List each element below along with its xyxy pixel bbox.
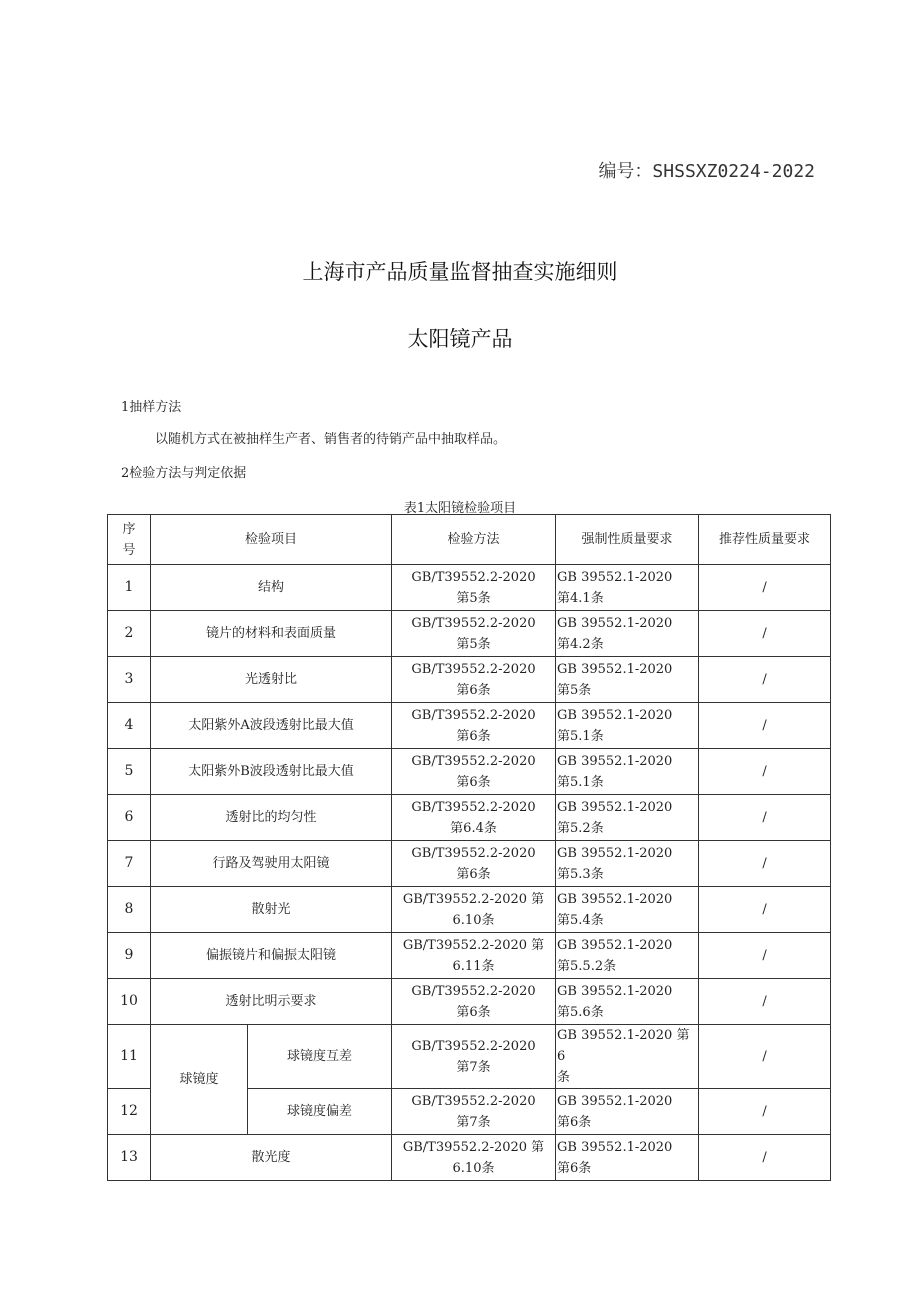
inspection-items-table bbox=[107, 514, 831, 1181]
section-1-heading: 1抽样方法 bbox=[121, 400, 182, 415]
row-method: GB/T39552.2-2020 第7条 bbox=[392, 1025, 556, 1089]
section-2-heading: 2检验方法与判定依据 bbox=[121, 466, 247, 481]
row-method: GB/T39552.2-2020 第6条 bbox=[392, 749, 556, 795]
table-row bbox=[108, 887, 831, 933]
row-recommended: / bbox=[699, 565, 831, 611]
row-item: 结构 bbox=[151, 565, 392, 611]
table-row bbox=[108, 1025, 831, 1089]
row-mandatory: GB 39552.1-2020 第4.1条 bbox=[556, 565, 699, 611]
row-item-group: 球镜度 bbox=[151, 1025, 248, 1135]
row-number: 12 bbox=[108, 1089, 151, 1135]
row-mandatory: GB 39552.1-2020 第5.4条 bbox=[556, 887, 699, 933]
row-number: 7 bbox=[108, 841, 151, 887]
row-item: 镜片的材料和表面质量 bbox=[151, 611, 392, 657]
document-subtitle: 太阳镜产品 bbox=[407, 327, 513, 351]
row-mandatory: GB 39552.1-2020 第5.6条 bbox=[556, 979, 699, 1025]
row-item: 太阳紫外B波段透射比最大值 bbox=[151, 749, 392, 795]
table-row bbox=[108, 657, 831, 703]
row-mandatory: GB 39552.1-2020 第6 条 bbox=[556, 1025, 699, 1089]
table-header-row bbox=[108, 515, 831, 565]
header-item: 检验项目 bbox=[151, 515, 392, 565]
header-method: 检验方法 bbox=[392, 515, 556, 565]
row-method: GB/T39552.2-2020 第5条 bbox=[392, 611, 556, 657]
row-mandatory: GB 39552.1-2020 第5.2条 bbox=[556, 795, 699, 841]
row-number: 2 bbox=[108, 611, 151, 657]
row-method: GB/T39552.2-2020 第 6.10条 bbox=[392, 887, 556, 933]
header-mandatory: 强制性质量要求 bbox=[556, 515, 699, 565]
row-number: 6 bbox=[108, 795, 151, 841]
table-row bbox=[108, 795, 831, 841]
row-mandatory: GB 39552.1-2020 第4.2条 bbox=[556, 611, 699, 657]
row-number: 4 bbox=[108, 703, 151, 749]
table-caption: 表1太阳镜检验项目 bbox=[403, 501, 517, 516]
row-method: GB/T39552.2-2020 第 6.10条 bbox=[392, 1135, 556, 1181]
row-recommended: / bbox=[699, 1025, 831, 1089]
row-method: GB/T39552.2-2020 第6条 bbox=[392, 841, 556, 887]
row-mandatory: GB 39552.1-2020 第5.1条 bbox=[556, 749, 699, 795]
row-mandatory: GB 39552.1-2020 第5.1条 bbox=[556, 703, 699, 749]
row-mandatory: GB 39552.1-2020 第6条 bbox=[556, 1135, 699, 1181]
section-1-text: 以随机方式在被抽样生产者、销售者的待销产品中抽取样品。 bbox=[155, 432, 507, 447]
row-recommended: / bbox=[699, 933, 831, 979]
document-number: 编号：SHSSXZ0224-2022 bbox=[598, 161, 815, 182]
header-seq: 序 号 bbox=[108, 515, 151, 565]
row-item: 太阳紫外A波段透射比最大值 bbox=[151, 703, 392, 749]
row-method: GB/T39552.2-2020 第6条 bbox=[392, 979, 556, 1025]
row-number: 13 bbox=[108, 1135, 151, 1181]
table-row bbox=[108, 1135, 831, 1181]
row-item: 透射比的均匀性 bbox=[151, 795, 392, 841]
row-number: 9 bbox=[108, 933, 151, 979]
row-item: 散光度 bbox=[151, 1135, 392, 1181]
row-recommended: / bbox=[699, 1089, 831, 1135]
row-item: 透射比明示要求 bbox=[151, 979, 392, 1025]
row-method: GB/T39552.2-2020 第6条 bbox=[392, 657, 556, 703]
row-recommended: / bbox=[699, 749, 831, 795]
row-mandatory: GB 39552.1-2020 第5.5.2条 bbox=[556, 933, 699, 979]
row-method: GB/T39552.2-2020 第 6.11条 bbox=[392, 933, 556, 979]
row-item: 散射光 bbox=[151, 887, 392, 933]
row-method: GB/T39552.2-2020 第5条 bbox=[392, 565, 556, 611]
row-number: 1 bbox=[108, 565, 151, 611]
row-item: 行路及驾驶用太阳镜 bbox=[151, 841, 392, 887]
header-recommended: 推荐性质量要求 bbox=[699, 515, 831, 565]
row-method: GB/T39552.2-2020 第6.4条 bbox=[392, 795, 556, 841]
row-recommended: / bbox=[699, 841, 831, 887]
row-item: 偏振镜片和偏振太阳镜 bbox=[151, 933, 392, 979]
row-item: 光透射比 bbox=[151, 657, 392, 703]
row-mandatory: GB 39552.1-2020 第5条 bbox=[556, 657, 699, 703]
row-recommended: / bbox=[699, 657, 831, 703]
row-recommended: / bbox=[699, 611, 831, 657]
table-row bbox=[108, 933, 831, 979]
table-row bbox=[108, 979, 831, 1025]
row-mandatory: GB 39552.1-2020 第6条 bbox=[556, 1089, 699, 1135]
table-row bbox=[108, 611, 831, 657]
row-method: GB/T39552.2-2020 第6条 bbox=[392, 703, 556, 749]
row-recommended: / bbox=[699, 1135, 831, 1181]
table-row bbox=[108, 841, 831, 887]
table-row bbox=[108, 703, 831, 749]
row-number: 10 bbox=[108, 979, 151, 1025]
row-number: 5 bbox=[108, 749, 151, 795]
row-recommended: / bbox=[699, 887, 831, 933]
row-recommended: / bbox=[699, 703, 831, 749]
row-mandatory: GB 39552.1-2020 第5.3条 bbox=[556, 841, 699, 887]
table-row bbox=[108, 565, 831, 611]
row-number: 11 bbox=[108, 1025, 151, 1089]
row-recommended: / bbox=[699, 795, 831, 841]
row-number: 8 bbox=[108, 887, 151, 933]
document-title: 上海市产品质量监督抽查实施细则 bbox=[302, 260, 618, 284]
row-number: 3 bbox=[108, 657, 151, 703]
row-recommended: / bbox=[699, 979, 831, 1025]
row-method: GB/T39552.2-2020 第7条 bbox=[392, 1089, 556, 1135]
row-item: 球镜度互差 bbox=[248, 1025, 392, 1089]
row-item: 球镜度偏差 bbox=[248, 1089, 392, 1135]
table-row bbox=[108, 749, 831, 795]
